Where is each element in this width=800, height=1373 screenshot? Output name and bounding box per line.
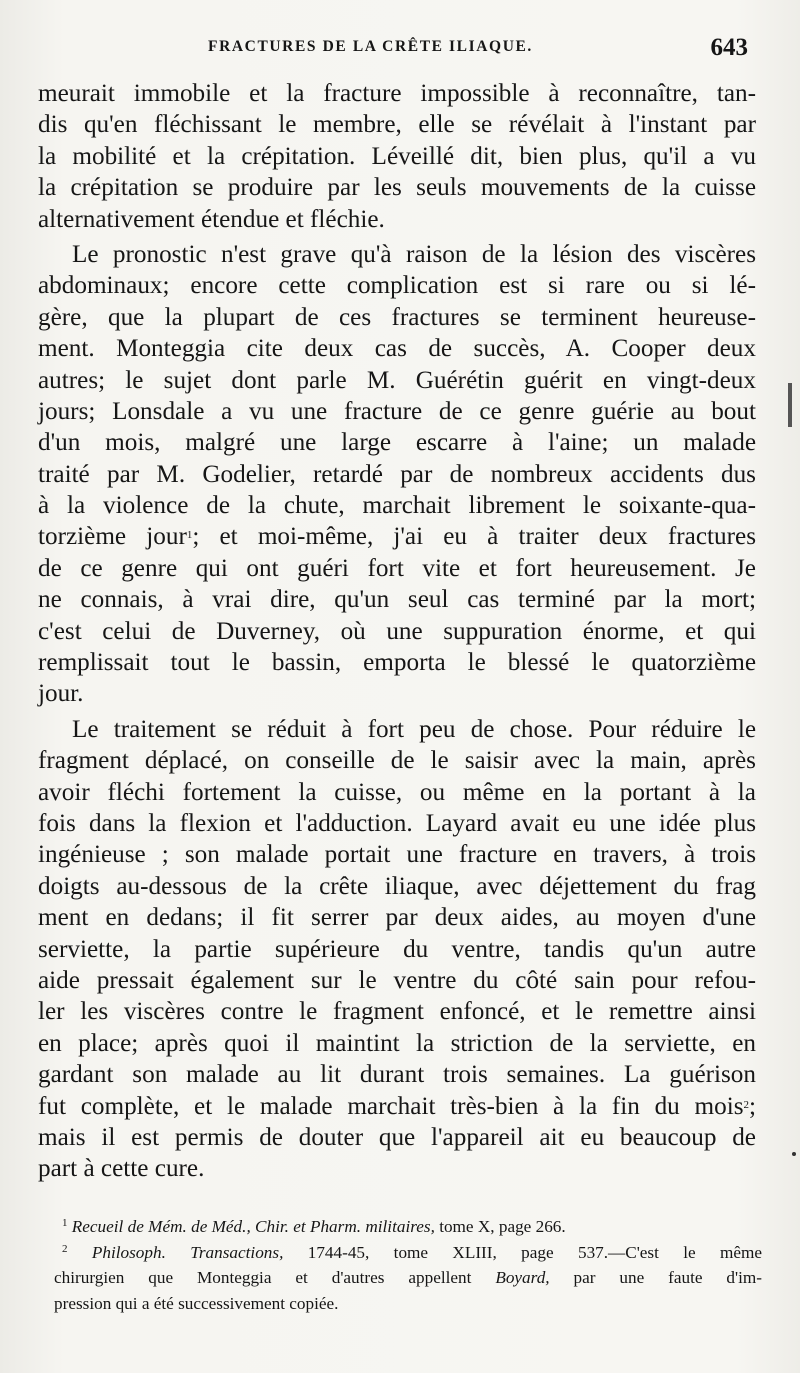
text-line: jours; Lonsdale a vu une fracture de ce genre guérie au bout xyxy=(38,397,756,425)
text-line: la mobilité et la crépitation. Léveillé dit, bien plus, qu'il a vu xyxy=(38,142,756,170)
footnote-marker: 1 xyxy=(62,1217,68,1229)
footnote-2-continuation xyxy=(54,1265,762,1291)
text-line: aide pressait également sur le ventre du côté sain pour refou- xyxy=(38,966,756,994)
text-line: mais il est permis de douter que l'appareil ait eu beaucoup de xyxy=(38,1123,756,1151)
footnote-1 xyxy=(62,1214,762,1240)
text-line: ment en dedans; il fit serrer par deux aides, au moyen d'une xyxy=(38,904,756,932)
footnote-ref-1[interactable]: 1 xyxy=(186,529,193,542)
text-line-with-footnote-ref xyxy=(38,521,756,552)
text-line: gardant son malade au lit durant trois semaines. La guérison xyxy=(38,1061,756,1089)
text-line: fois dans la flexion et l'adduction. Layard avait eu une idée plus xyxy=(38,809,756,837)
text-line: part à cette cure. xyxy=(38,1155,205,1183)
text-line: à la violence de la chute, marchait librement le soixante-qua- xyxy=(38,492,756,520)
text-line: meurait immobile et la fracture impossible à reconnaître, tan- xyxy=(38,80,756,107)
text-line: en place; après quoi il maintint la striction de la serviette, en xyxy=(38,1029,756,1057)
text-line: c'est celui de Duverney, où une suppuration énorme, et qui xyxy=(38,617,756,645)
text-line: autres; le sujet dont parle M. Guérétin guérit en vingt-deux xyxy=(38,366,756,394)
footnote-marker: 2 xyxy=(62,1242,68,1255)
text-line: Le pronostic n'est grave qu'à raison de la lésion des viscères xyxy=(72,240,756,268)
footnote-ref-2[interactable]: 2 xyxy=(743,1098,749,1111)
text-line: la crépitation se produire par les seuls mouvements de la cuisse xyxy=(38,174,756,202)
footnotes xyxy=(54,1214,763,1316)
body-text xyxy=(38,78,756,1185)
footnote-text: pression qui a été successivement copiée. xyxy=(54,1293,339,1313)
running-head xyxy=(36,36,748,66)
footnote-text: 1744-45, tome XLIII, page 537.—C'est le même xyxy=(283,1242,763,1262)
footnote-source-title: Philosoph. Transactions, xyxy=(91,1242,284,1262)
text-line: ment. Monteggia cite deux cas de succès, A. Cooper deux xyxy=(38,335,756,363)
text-line-with-footnote-ref xyxy=(38,1091,756,1122)
running-title: FRACTURES DE LA CRÊTE ILIAQUE. xyxy=(208,38,533,55)
page-number: 643 xyxy=(710,34,748,61)
page-edge-dot xyxy=(792,1152,796,1156)
text-line: remplissait tout le bassin, emporta le blessé le quatorzième xyxy=(38,649,756,677)
page-edge-mark xyxy=(788,383,792,427)
text-line: traité par M. Godelier, retardé par de nombreux accidents dus xyxy=(38,460,756,488)
text-line: ne connais, à vrai dire, qu'un seul cas terminé par la mort; xyxy=(38,586,756,614)
footnote-italic-name: Boyard, xyxy=(495,1268,550,1287)
footnote-text: chirurgien que Monteggia et d'autres appellent xyxy=(54,1268,496,1287)
text-line: ler les viscères contre le fragment enfoncé, et le remettre ainsi xyxy=(38,998,756,1026)
footnote-text: tome X, page 266. xyxy=(434,1217,566,1236)
footnote-2 xyxy=(62,1240,762,1266)
text-line: gère, que la plupart de ces fractures se terminent heureuse- xyxy=(38,303,756,331)
text-line: ingénieuse ; son malade portait une fracture en travers, à trois xyxy=(38,841,756,869)
text-fragment: fut complète, et le malade marchait très-bien à la fin du mois xyxy=(38,1092,744,1120)
text-line: jour. xyxy=(38,680,84,708)
text-fragment: torzième jour xyxy=(38,523,187,551)
text-line: alternativement étendue et fléchie. xyxy=(38,205,385,233)
text-line: d'un mois, malgré une large escarre à l'aine; un malade xyxy=(38,429,756,457)
footnote-source-title: Recueil de Mém. de Méd., Chir. et Pharm. militaires, xyxy=(71,1217,435,1236)
text-line: dis qu'en fléchissant le membre, elle se révélait à l'instant par xyxy=(38,111,756,139)
text-line: Le traitement se réduit à fort peu de chose. Pour réduire le xyxy=(72,715,756,743)
text-line: avoir fléchi fortement la cuisse, ou même en la portant à la xyxy=(38,778,756,806)
text-line: doigts au-dessous de la crête iliaque, avec déjettement du frag xyxy=(38,872,756,900)
text-fragment: ; xyxy=(749,1092,756,1120)
text-fragment: ; et moi-même, j'ai eu à traiter deux fractures xyxy=(192,523,757,551)
footnote-text: par une faute d'im- xyxy=(549,1268,762,1287)
text-line: abdominaux; encore cette complication est si rare ou si lé- xyxy=(38,272,756,300)
footnote-2-continuation xyxy=(54,1291,762,1317)
text-line: de ce genre qui ont guéri fort vite et fort heureusement. Je xyxy=(38,554,756,582)
text-line: fragment déplacé, on conseille de le saisir avec la main, après xyxy=(38,747,756,775)
text-line: serviette, la partie supérieure du ventre, tandis qu'un autre xyxy=(38,935,756,963)
